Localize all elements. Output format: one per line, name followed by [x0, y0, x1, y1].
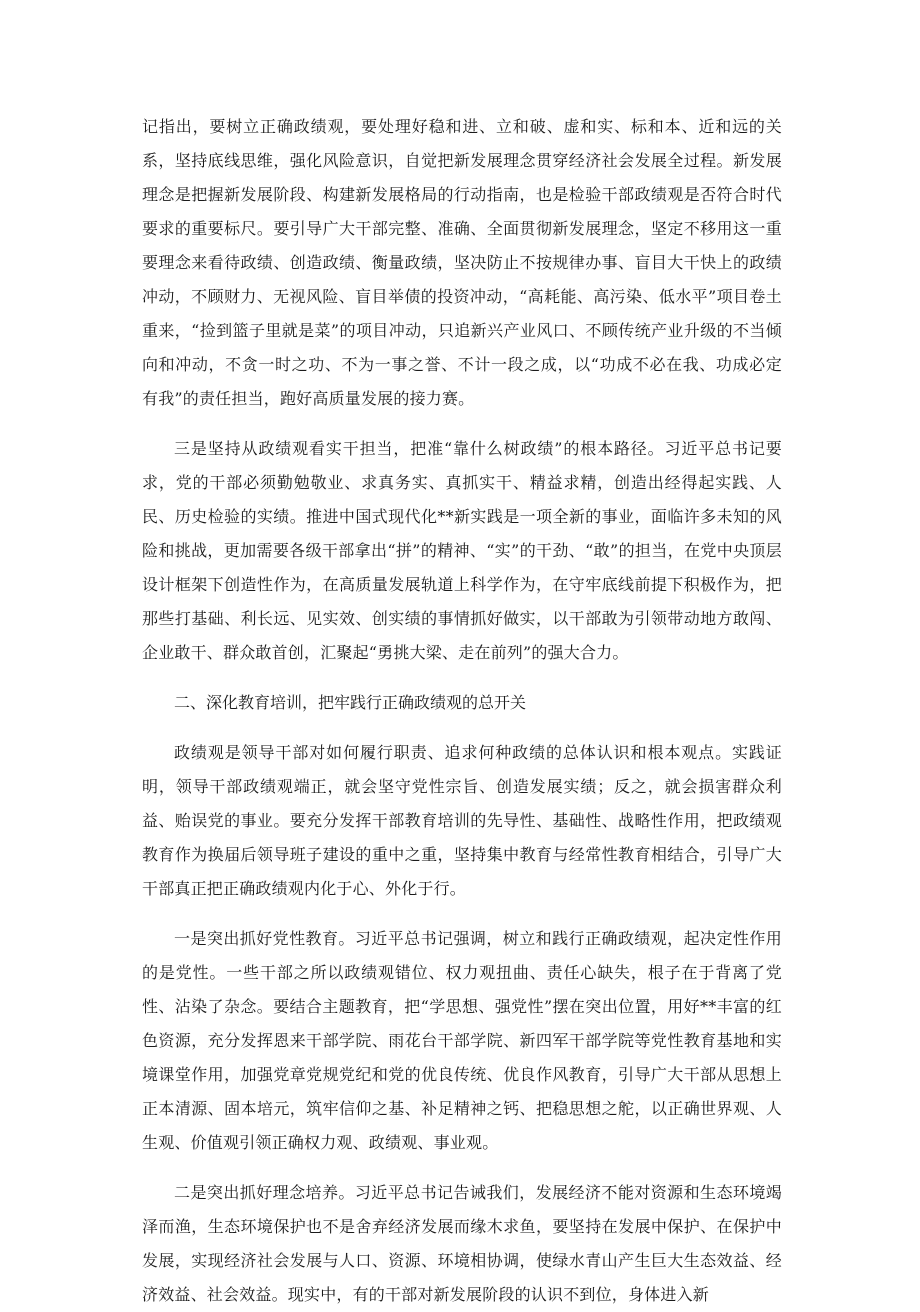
body-paragraph-one: 一是突出抓好党性教育。习近平总书记强调，树立和践行正确政绩观，起决定性作用的是党性。一些干部之所以政绩观错位、权力观扭曲、责任心缺失，根子在于背离了党性、沾染了杂念。要结合主题教育，把“学思想、强党性”摆在突出位置，用好**丰富的红色资源，充分发挥恩来干部学院、雨花台干部学院、新四军干部学院等党性教育基地和实境课堂作用，加强党章党规党纪和党的优良传统、优良作风教育，引导广大干部从思想上正本清源、固本培元，筑牢信仰之基、补足精神之钙、把稳思想之舵，以正确世界观、人生观、价值观引领正确权力观、政绩观、事业观。: [142, 929, 782, 1152]
body-paragraph-continued: 记指出，要树立正确政绩观，要处理好稳和进、立和破、虚和实、标和本、近和远的关系，坚持底线思维，强化风险意识，自觉把新发展理念贯穿经济社会发展全过程。新发展理念是把握新发展阶段、构建新发展格局的行动指南，也是检验干部政绩观是否符合时代要求的重要标尺。要引导广大干部完整、准确、全面贯彻新发展理念，坚定不移用这一重要理念来看待政绩、创造政绩、衡量政绩，坚决防止不按规律办事、盲目大干快上的政绩冲动，不顾财力、无视风险、盲目举债的投资冲动，“高耗能、高污染、低水平”项目卷土重来，“捡到篮子里就是菜”的项目冲动，只追新兴产业风口、不顾传统产业升级的不当倾向和冲动，不贪一时之功、不为一事之誉、不计一段之成，以“功成不必在我、功成必定有我”的责任担当，跑好高质量发展的接力赛。: [142, 117, 782, 408]
body-paragraph-intro: 政绩观是领导干部对如何履行职责、追求何种政绩的总体认识和根本观点。实践证明，领导干部政绩观端正，就会坚守党性宗旨、创造发展实绩；反之，就会损害群众利益、贻误党的事业。要充分发挥干部教育培训的先导性、基础性、战略性作用，把政绩观教育作为换届后领导班子建设的重中之重，坚持集中教育与经常性教育相结合，引导广大干部真正把正确政绩观内化于心、外化于行。: [142, 743, 782, 898]
body-paragraph-three: 三是坚持从政绩观看实干担当，把准“靠什么树政绩”的根本路径。习近平总书记要求，党的干部必须勤勉敬业、求真务实、真抓实干、精益求精，创造出经得起实践、人民、历史检验的实绩。推进中国式现代化**新实践是一项全新的事业，面临许多未知的风险和挑战，更加需要各级干部拿出“拼”的精神、“实”的干劲、“敢”的担当，在党中央顶层设计框架下创造性作为，在高质量发展轨道上科学作为，在守牢底线前提下积极作为，把那些打基础、利长远、见实效、创实绩的事情抓好做实，以干部敢为引领带动地方敢闯、企业敢干、群众敢首创，汇聚起“勇挑大梁、走在前列”的强大合力。: [142, 439, 782, 662]
section-heading: 二、深化教育培训，把牢践行正确政绩观的总开关: [174, 693, 527, 712]
body-paragraph-two: 二是突出抓好理念培养。习近平总书记告诫我们，发展经济不能对资源和生态环境竭泽而渔，生态环境保护也不是舍弃经济发展而缘木求鱼，要坚持在发展中保护、在保护中发展，实现经济社会发展与人口、资源、环境相协调，使绿水青山产生巨大生态效益、经济效益、社会效益。现实中，有的干部对新发展阶段的认识不到位，身体进入新: [142, 1183, 782, 1304]
document-page: [142, 110, 782, 1312]
